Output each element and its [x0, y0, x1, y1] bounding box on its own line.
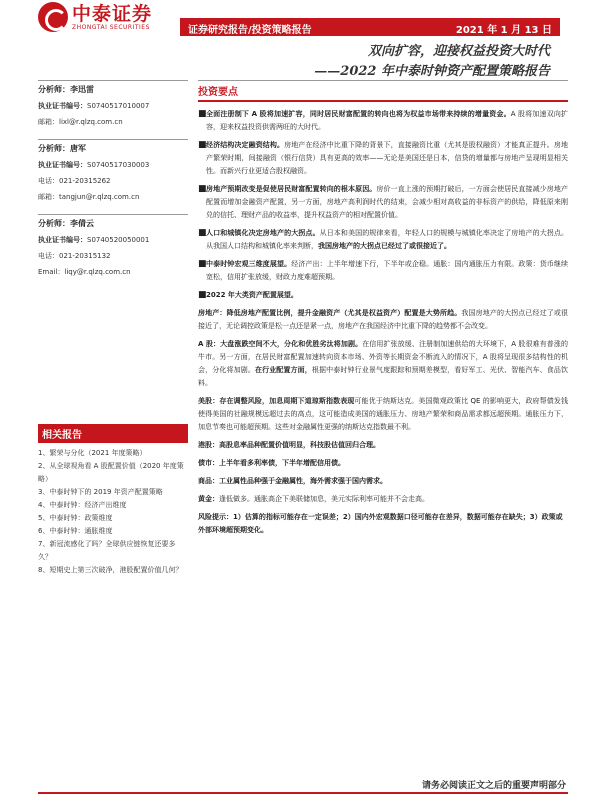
- point-conclusion: 我国房地产的大拐点已经过了或很接近了。: [318, 242, 451, 250]
- point-heading: 房地产预期改变是促使居民财富配置转向的根本原因。: [206, 185, 377, 193]
- point-body: A 股将加速双向扩容，迎来权益投资供需两旺的大时代。: [206, 110, 568, 131]
- analyst-email[interactable]: Email：liqy@r.qlzq.com.cn: [38, 268, 131, 276]
- para-body: 在信用扩张放缓、注册制加速供给的大环境下，A 股很难有普涨的牛市。另一方面，在居民财富配置加速转向资本市场、外资等长期资金不断流入的情况下，A 股将呈现很多结构性的机会，分化将加剧。: [198, 340, 568, 374]
- para-body-2: 根据中泰时钟行业景气度跟踪和预期差模型，看好军工、光伏、智能汽车、食品饮料。: [198, 366, 569, 387]
- report-title: 双向扩容，迎接权益投资大时代: [367, 44, 550, 59]
- analyst-email[interactable]: 邮箱：lixl@r.qlzq.com.cn: [38, 118, 123, 126]
- point-heading: 2022 年大类资产配置展望。: [206, 291, 298, 299]
- point-heading: 经济结构决定融资结构。: [206, 141, 285, 149]
- logo-cn: 中泰证券: [72, 2, 153, 25]
- asset-a-share: [198, 338, 568, 390]
- bullet-icon: ■: [198, 184, 207, 194]
- point-heading: 人口和城镇化决定房地产的大拐点。: [206, 229, 320, 237]
- related-reports: [38, 424, 188, 577]
- asset-gold: [198, 493, 568, 506]
- bullet-icon: ■: [198, 290, 207, 300]
- page-header: [0, 0, 600, 40]
- key-point-4: [198, 227, 568, 253]
- para-heading: 商品：: [198, 477, 219, 485]
- related-item[interactable]: 3、中泰时钟下的 2019 年资产配置策略: [38, 488, 163, 496]
- para-body: 我国房地产的大拐点已经过了或很接近了，无论调控政策是松一点还是紧一点，房地产在我国经济中比重下降的趋势都不会改变。: [198, 309, 569, 330]
- related-item[interactable]: 4、中泰时钟：经济产出维度: [38, 501, 127, 509]
- related-item[interactable]: 8、短期史上第三次破净，港股配置价值几何？: [38, 566, 183, 574]
- related-item[interactable]: 1、繁荣与分化（2021 年度策略）: [38, 449, 147, 457]
- key-point-6: [198, 289, 568, 302]
- asset-hk-stock: [198, 439, 568, 452]
- point-heading: 全面注册制下 A 股将加速扩容，同时居民财富配置的转向也将为权益市场带来持续的增量资金。: [206, 110, 511, 118]
- analyst-name: 分析师：唐军: [38, 144, 86, 153]
- analyst-cert: [38, 235, 188, 245]
- para-heading: A 股：大盘涨跌空间不大，分化和优胜劣汰将加剧。: [198, 340, 363, 348]
- para-subheading: 在行业配置方面，: [254, 366, 312, 374]
- analyst-3: [38, 214, 188, 277]
- asset-commodity: [198, 475, 568, 488]
- point-body: 房地产在经济中比重下降的背景下，直接融资比重（尤其是股权融资）才能真正提升。房地产繁荣时期，间接融资（银行信贷）具有更高的效率——无论是美国还是日本，信贷的增量都与房地产呈现明显相关性。而新兴行业更适合股权融资。: [206, 141, 569, 175]
- asset-real-estate: [198, 307, 568, 333]
- analyst-name: 分析师：李迅雷: [38, 85, 94, 94]
- report-subtitle: ——2022 年中泰时钟资产配置策略报告: [314, 64, 550, 79]
- cert-number: S0740517030003: [87, 161, 150, 169]
- analyst-1: [38, 80, 188, 127]
- key-point-1: [198, 108, 568, 134]
- point-body: 房价一直上涨的预期打破后，一方面会使居民直接减少房地产配置而增加金融资产配置，另一方面，房地产高利润时代的结束，会减少相对高收益的非标资产的供给，降低原来刚兑的信托、理财产品的收益率，提升权益资产的相对配置价值。: [206, 185, 569, 219]
- analyst-phone: 电话：021-20315262: [38, 177, 111, 185]
- key-point-5: [198, 258, 568, 284]
- para-heading: 美股：存在调整风险，加息周期下道琼斯指数表现: [198, 397, 355, 405]
- analyst-panel: [38, 80, 188, 289]
- related-item[interactable]: 6、中泰时钟：通胀维度: [38, 527, 113, 535]
- para-heading: 港股：高股息率品种配置价值明显，科技股估值回归合理。: [198, 441, 380, 449]
- cert-number: S0740520050001: [87, 236, 150, 244]
- analyst-cert: [38, 160, 188, 170]
- logo-icon: [38, 2, 68, 32]
- asset-bond: [198, 457, 568, 470]
- analyst-2: [38, 139, 188, 202]
- related-item[interactable]: 2、从全球视角看 A 股配置价值（2020 年度策略）: [38, 462, 184, 483]
- para-heading: 房地产：降低房地产配置比例，提升金融资产（尤其是权益资产）配置是大势所趋。: [198, 309, 462, 317]
- cert-number: S0740517010007: [87, 102, 150, 110]
- point-heading: 中泰时钟宏观三维度展望。: [206, 260, 292, 268]
- report-date: 2021 年 1 月 13 日: [455, 25, 552, 36]
- investment-points: [198, 80, 568, 537]
- analyst-name: 分析师：李倩云: [38, 219, 94, 228]
- disclaimer-note: 请务必阅读正文之后的重要声明部分: [421, 781, 566, 791]
- report-category: 证券研究报告/投资策略报告: [188, 25, 312, 36]
- analyst-email[interactable]: 邮箱：tangjun@r.qlzq.com.cn: [38, 193, 140, 201]
- bullet-icon: ■: [198, 140, 207, 150]
- cert-label: 执业证书编号：: [38, 161, 87, 169]
- related-title: 相关报告: [38, 424, 188, 443]
- asset-us-stock: [198, 395, 568, 434]
- cert-label: 执业证书编号：: [38, 236, 87, 244]
- para-heading: 债市：: [198, 459, 219, 467]
- section-title: 投资要点: [198, 80, 568, 102]
- para-body: 工业属性品种强于金融属性，海外需求强于国内需求。: [219, 477, 387, 485]
- para-body: 可能优于纳斯达克。美国微观政策比 QE 的影响更大，政府帮债发钱使得美国的社融规模远超过去的高点，这可能造成美国的通胀压力、房地产繁荣和商品需求都远超预期。通胀压力下，加息节奏也可能超预期。这些对金融属性更强的纳斯达克指数最不利。: [198, 397, 568, 431]
- point-body: 从日本和美国的规律来看，年轻人口的规模与城镇化率决定了房地产的大拐点。从我国人口结构和城镇化率来判断，: [206, 229, 569, 250]
- related-item[interactable]: 5、中泰时钟：政策维度: [38, 514, 113, 522]
- logo-en: ZHONGTAI SECURITIES: [72, 23, 150, 31]
- key-point-2: [198, 139, 568, 178]
- related-item[interactable]: 7、新冠流感化了吗？全球供应链恢复还要多久？: [38, 540, 176, 561]
- para-heading: 黄金：: [198, 495, 219, 503]
- bullet-icon: ■: [198, 228, 207, 238]
- company-logo: [38, 2, 152, 32]
- bullet-icon: ■: [198, 109, 207, 119]
- bullet-icon: ■: [198, 259, 207, 269]
- footer-divider: [38, 792, 568, 794]
- key-point-3: [198, 183, 568, 222]
- para-body: 逢低做多。通胀高企下美联储加息，美元实际利率可能并不会走高。: [219, 495, 429, 503]
- header-bar: [180, 18, 560, 36]
- para-body: 上半年看多利率债，下半年增配信用债。: [219, 459, 345, 467]
- point-body: 经济产出：上半年增速下行，下半年或企稳。通胀：国内通胀压力有限。政策：货币继续宽松，信用扩张放缓，财政力度难超预期。: [206, 260, 569, 281]
- related-list: [38, 447, 188, 577]
- cert-label: 执业证书编号：: [38, 102, 87, 110]
- risk-warning: 风险提示：1）估算的指标可能存在一定误差；2）国内外宏观数据口径可能存在差异，数据可能存在缺失；3）政策或外部环境超预期变化。: [198, 513, 563, 534]
- analyst-cert: [38, 101, 188, 111]
- analyst-phone: 电话：021-20315132: [38, 252, 111, 260]
